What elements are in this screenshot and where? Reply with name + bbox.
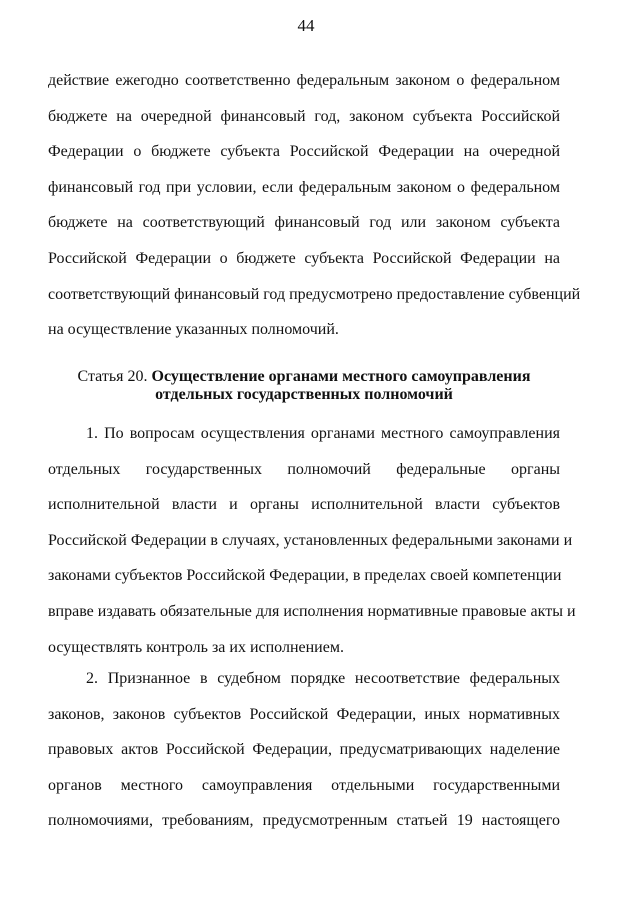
paragraph-continuation <box>48 63 581 348</box>
text-line: законами субъектов Российской Федерации, в пределах своей компетенции <box>48 567 562 585</box>
text-line: Российской Федерации о бюджете субъекта Российской Федерации на <box>48 249 560 267</box>
article-title-part2: отдельных государственных полномочий <box>155 386 453 403</box>
article-title-part1: Осуществление органами местного самоуправления <box>151 368 531 385</box>
text-line: 2. Признанное в судебном порядке несоответствие федеральных <box>86 670 560 687</box>
text-line: Российской Федерации в случаях, установленных федеральными законами и <box>48 531 573 549</box>
text-line: Федерации о бюджете субъекта Российской Федерации на очередной <box>48 143 560 161</box>
text-line: соответствующий финансовый год предусмотрено предоставление субвенций <box>48 285 581 303</box>
text-line: на осуществление указанных полномочий. <box>48 321 339 339</box>
text-line: финансовый год при условии, если федеральным законом о федеральном <box>48 178 560 196</box>
article-paragraph-2 <box>48 661 560 839</box>
article-prefix: Статья 20. <box>77 368 148 385</box>
text-line: исполнительной власти и органы исполнительной власти субъектов <box>48 496 560 514</box>
text-line: правовых актов Российской Федерации, предусматривающих наделение <box>48 741 560 759</box>
text-line: полномочиями, требованиям, предусмотренным статьей 19 настоящего <box>48 812 560 830</box>
text-line: бюджете на соответствующий финансовый год или законом субъекта <box>48 214 560 232</box>
text-line: вправе издавать обязательные для исполнения нормативные правовые акты и <box>48 602 576 620</box>
text-line: органов местного самоуправления отдельными государственными <box>48 776 560 794</box>
text-line: 1. По вопросам осуществления органами местного самоуправления <box>86 425 560 442</box>
text-line: бюджете на очередной финансовый год, законом субъекта Российской <box>48 107 560 125</box>
text-line: законов, законов субъектов Российской Федерации, иных нормативных <box>48 705 560 723</box>
page-number: 44 <box>297 16 315 35</box>
article-paragraph-1 <box>48 416 576 665</box>
article-heading-line1 <box>48 368 560 386</box>
text-line: действие ежегодно соответственно федеральным законом о федеральном <box>48 72 560 89</box>
text-line: отдельных государственных полномочий федеральные органы <box>48 460 560 478</box>
article-heading <box>48 368 560 404</box>
text-line: осуществлять контроль за их исполнением. <box>48 638 344 656</box>
